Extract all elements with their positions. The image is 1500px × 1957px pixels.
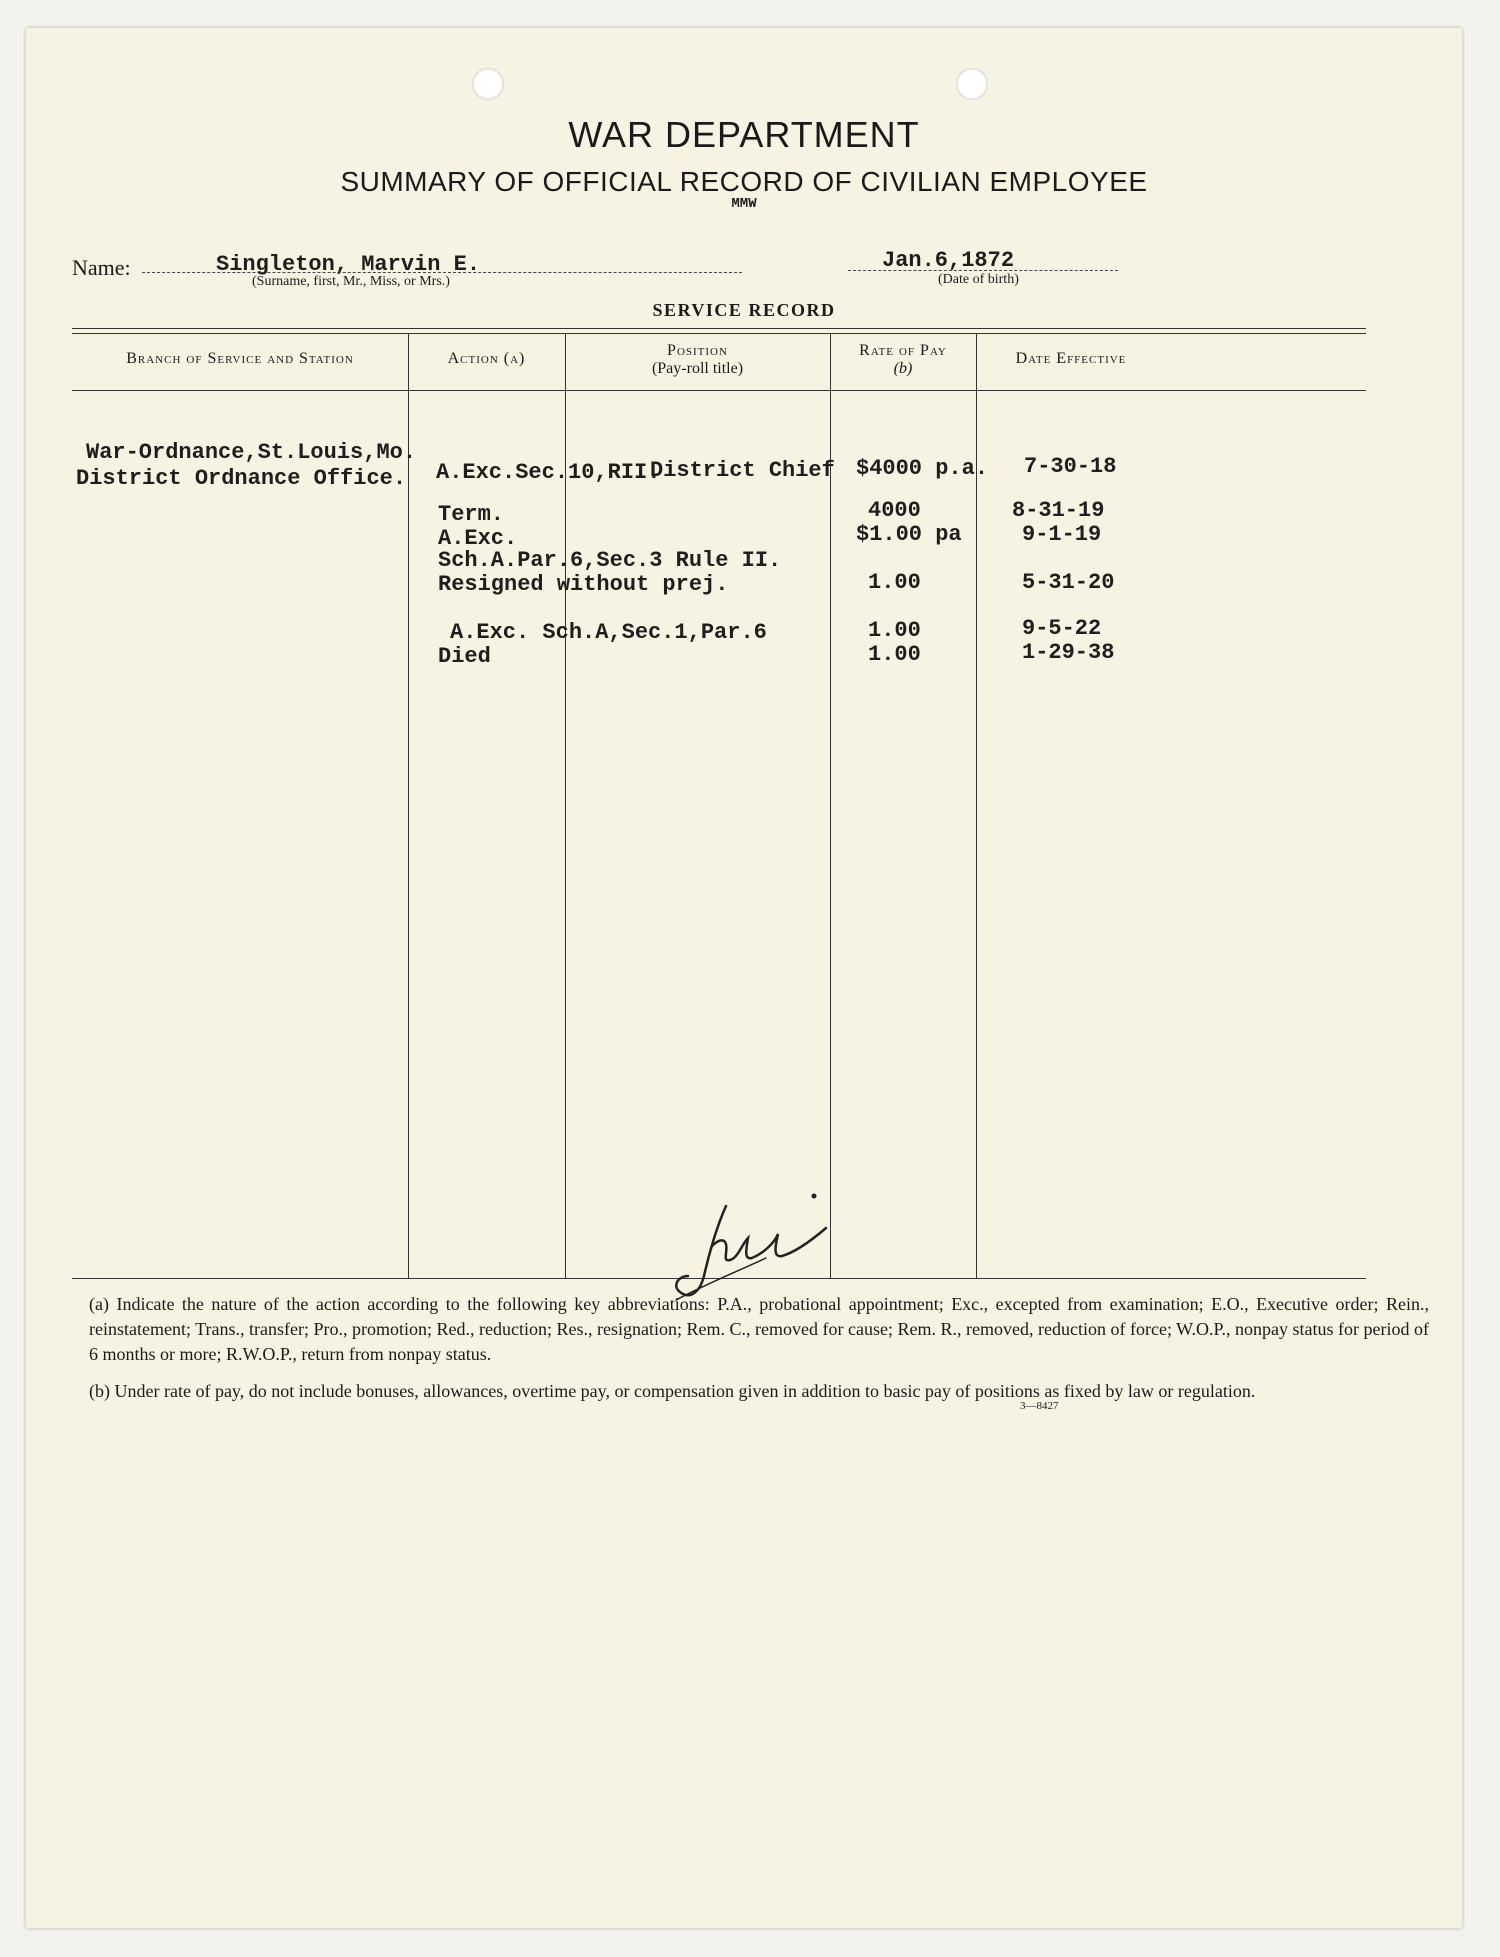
- entry-action: Resigned without prej.: [438, 572, 729, 597]
- dob-value: Jan.6,1872: [882, 248, 1015, 273]
- station-line-1: War-Ordnance,St.Louis,Mo.: [86, 440, 417, 465]
- entry-action: A.Exc.Sec.10,RII.: [436, 460, 661, 485]
- name-label: Name:: [72, 255, 131, 280]
- form-title: WAR DEPARTMENT: [568, 114, 920, 155]
- entry-date: 5-31-20: [1022, 570, 1115, 595]
- column-header-date: Date Effective: [1015, 350, 1127, 367]
- column-header-action: Action (a): [447, 350, 526, 367]
- entry-action: Sch.A.Par.6,Sec.3 Rule II.: [438, 548, 782, 573]
- column-header-branch: Branch of Service and Station: [126, 350, 354, 367]
- entry-rate: $4000 p.a.: [856, 456, 989, 481]
- column-header-position-sub: (Pay-roll title): [651, 360, 744, 377]
- stamp-mark: MMW: [731, 196, 757, 212]
- entry-rate: 1.00: [868, 570, 921, 595]
- form-subtitle: SUMMARY OF OFFICIAL RECORD OF CIVILIAN EMPLOYEE: [340, 166, 1148, 197]
- name-value: Singleton, Marvin E.: [216, 252, 481, 277]
- column-divider-1: [408, 333, 409, 1278]
- punch-hole-left: [472, 68, 504, 100]
- column-header-rate: Rate of Pay: [859, 342, 947, 359]
- name-hint: (Surname, first, Mr., Miss, or Mrs.): [252, 274, 450, 289]
- handwritten-signature: [656, 1188, 856, 1308]
- column-header-position: Position: [667, 342, 728, 359]
- service-record-title: SERVICE RECORD: [652, 300, 836, 320]
- column-header-rate-sub: (b): [893, 360, 913, 377]
- table-header-rule: [72, 390, 1366, 391]
- entry-date: 9-1-19: [1022, 522, 1102, 547]
- table-top-rule: [72, 328, 1366, 329]
- punch-hole-right: [956, 68, 988, 100]
- footnote-b: (b) Under rate of pay, do not include bonuses, allowances, overtime pay, or compensation given in addition to basic pay of positions as fixed by law or regulation.: [89, 1381, 1256, 1401]
- footnote-a: (a) Indicate the nature of the action according to the following key abbreviations: P.A., probational appointment; Exc., excepted from examination; E.O., Executive order; Rein., reinstatement; Trans., transfer; Pro., promotion; Red., reduction; Res., resignation; Rem. C., removed for cause; Rem. R., removed, reduction of force; W.O.P., nonpay status for period of 6 months or more; R.W.O.P., return from nonpay status.: [89, 1294, 1429, 1364]
- entry-date: 1-29-38: [1022, 640, 1115, 665]
- entry-action: A.Exc.: [438, 526, 518, 551]
- entry-action: A.Exc. Sch.A,Sec.1,Par.6: [450, 620, 767, 645]
- entry-date: 7-30-18: [1024, 454, 1117, 479]
- station-line-2: District Ordnance Office.: [76, 466, 407, 491]
- entry-rate: 4000: [868, 498, 921, 523]
- entry-action: Died: [438, 644, 491, 669]
- entry-rate: 1.00: [868, 618, 921, 643]
- entry-position: District Chief: [650, 458, 835, 483]
- table-top-rule-2: [72, 333, 1366, 334]
- entry-date: 9-5-22: [1022, 616, 1102, 641]
- entry-rate: 1.00: [868, 642, 921, 667]
- entry-rate: $1.00 pa: [856, 522, 962, 547]
- document-page: [26, 28, 1462, 1928]
- dob-hint: (Date of birth): [938, 272, 1019, 287]
- form-number: 3—8427: [1020, 1400, 1059, 1412]
- entry-date: 8-31-19: [1012, 498, 1105, 523]
- entry-action: Term.: [438, 502, 505, 527]
